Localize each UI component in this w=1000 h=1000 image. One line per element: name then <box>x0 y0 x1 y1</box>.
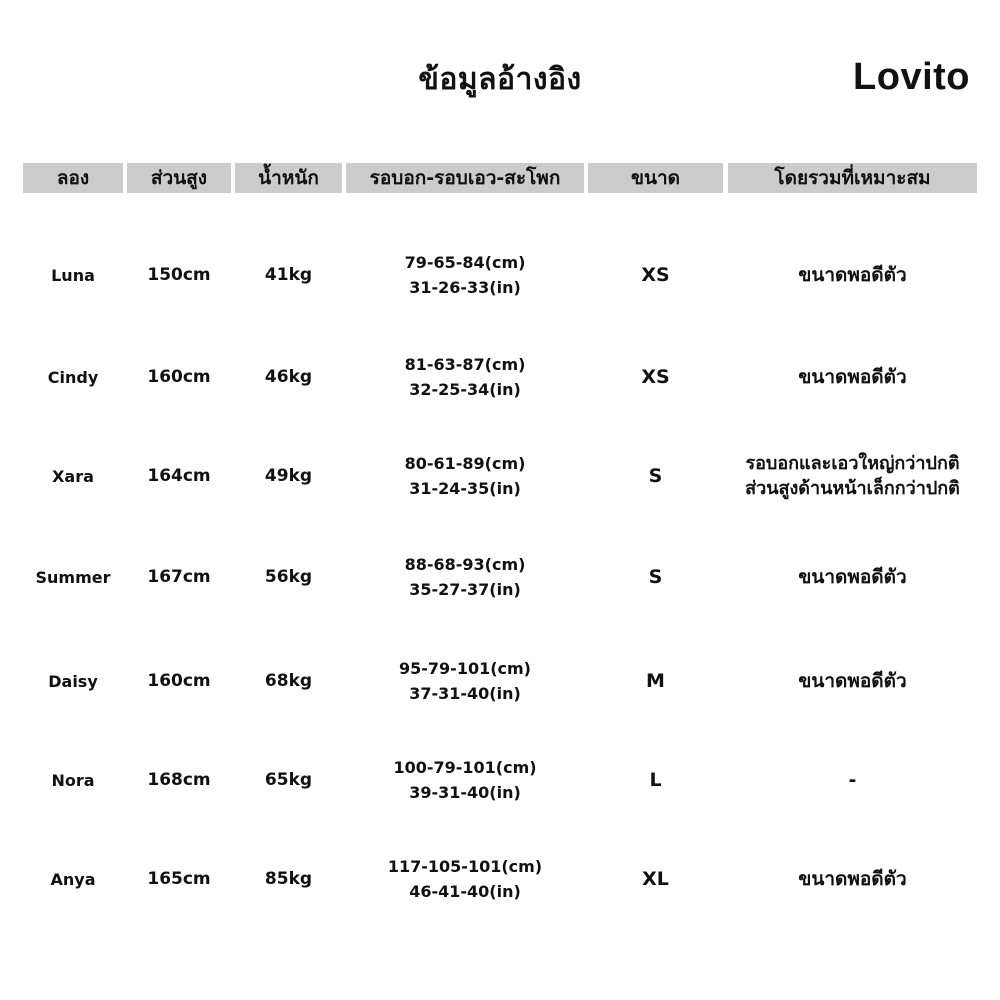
measurements-cell <box>346 347 584 407</box>
size-value: L <box>649 769 662 791</box>
measurements-in: 37-31-40(in) <box>409 684 521 703</box>
model-weight: 46kg <box>264 367 313 387</box>
measurements-cm: 80-61-89(cm) <box>404 454 526 473</box>
fit-text: - <box>848 768 857 791</box>
model-weight: 68kg <box>264 671 313 691</box>
table-row <box>0 347 1000 407</box>
size-value: XS <box>641 366 670 388</box>
size-value: XS <box>641 264 670 286</box>
measurements-in: 46-41-40(in) <box>409 882 521 901</box>
measurements-cm: 81-63-87(cm) <box>404 355 526 374</box>
fit-text: ขนาดพอดีตัว <box>798 565 907 588</box>
model-height: 164cm <box>147 466 211 486</box>
fit-text: ขนาดพอดีตัว <box>798 365 907 388</box>
measurements-cm: 88-68-93(cm) <box>404 555 526 574</box>
fit-text: ขนาดพอดีตัว <box>798 867 907 890</box>
measurements-cell <box>346 651 584 711</box>
header-fit: โดยรวมที่เหมาะสม <box>728 163 977 193</box>
measurements-cell <box>346 750 584 810</box>
model-weight: 85kg <box>264 869 313 889</box>
fit-cell <box>728 347 977 407</box>
table-row <box>0 750 1000 810</box>
model-name: Summer <box>35 567 111 587</box>
model-weight: 56kg <box>264 567 313 587</box>
model-name: Luna <box>51 265 95 285</box>
measurements-in: 32-25-34(in) <box>409 380 521 399</box>
table-row <box>0 849 1000 909</box>
header-weight: น้ำหนัก <box>235 163 342 193</box>
model-height: 160cm <box>147 367 211 387</box>
fit-cell <box>728 446 977 506</box>
model-height: 167cm <box>147 567 211 587</box>
size-value: S <box>648 566 663 588</box>
page-title: ข้อมูลอ้างอิง <box>418 62 582 97</box>
fit-cell <box>728 750 977 810</box>
measurements-cm: 79-65-84(cm) <box>404 253 526 272</box>
model-height: 160cm <box>147 671 211 691</box>
measurements-cell <box>346 547 584 607</box>
fit-text: ขนาดพอดีตัว <box>798 669 907 692</box>
header-height: ส่วนสูง <box>127 163 231 193</box>
model-name: Daisy <box>48 671 98 691</box>
table-row <box>0 547 1000 607</box>
measurements-cell <box>346 446 584 506</box>
measurements-cell <box>346 245 584 305</box>
model-height: 165cm <box>147 869 211 889</box>
size-value: XL <box>642 868 669 890</box>
model-height: 150cm <box>147 265 211 285</box>
model-name: Xara <box>52 466 94 486</box>
size-value: M <box>646 670 665 692</box>
size-value: S <box>648 465 663 487</box>
brand-logo: Lovito <box>853 56 970 98</box>
model-name: Nora <box>51 770 95 790</box>
measurements-cm: 117-105-101(cm) <box>387 857 543 876</box>
model-weight: 65kg <box>264 770 313 790</box>
fit-cell <box>728 849 977 909</box>
measurements-in: 35-27-37(in) <box>409 580 521 599</box>
model-name: Anya <box>50 869 96 889</box>
fit-cell <box>728 245 977 305</box>
header-size: ขนาด <box>588 163 723 193</box>
table-row <box>0 651 1000 711</box>
measurements-cm: 100-79-101(cm) <box>393 758 537 777</box>
measurements-in: 31-24-35(in) <box>409 479 521 498</box>
model-name: Cindy <box>47 367 99 387</box>
measurements-cell <box>346 849 584 909</box>
model-weight: 49kg <box>264 466 313 486</box>
measurements-in: 39-31-40(in) <box>409 783 521 802</box>
fit-cell <box>728 651 977 711</box>
fit-text: รอบอกและเอวใหญ่กว่าปกติ <box>745 453 960 474</box>
fit-text-line2: ส่วนสูงด้านหน้าเล็กกว่าปกติ <box>745 478 960 499</box>
model-height: 168cm <box>147 770 211 790</box>
fit-cell <box>728 547 977 607</box>
fit-text: ขนาดพอดีตัว <box>798 263 907 286</box>
table-row <box>0 245 1000 305</box>
header-model: ลอง <box>23 163 123 193</box>
table-row <box>0 446 1000 506</box>
header-measurements: รอบอก-รอบเอว-สะโพก <box>346 163 584 193</box>
model-weight: 41kg <box>264 265 313 285</box>
measurements-cm: 95-79-101(cm) <box>399 659 531 678</box>
measurements-in: 31-26-33(in) <box>409 278 521 297</box>
